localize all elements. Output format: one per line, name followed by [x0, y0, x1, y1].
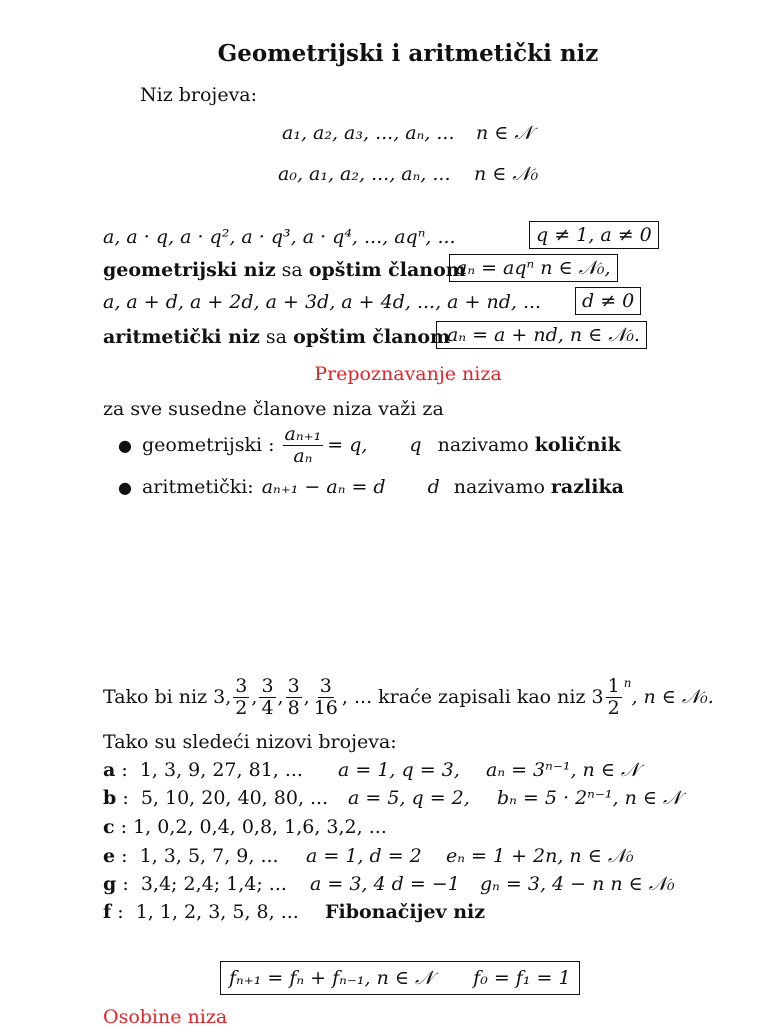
geometric-label [103, 259, 466, 281]
sequence-formula-e: eₙ = 1 + 2n, n ∈ 𝒩₀ [446, 845, 634, 867]
sequence-params-g: a = 3, 4 d = −1 [310, 873, 460, 895]
intro-label: Niz brojeva: [140, 84, 258, 106]
sequence-condition-2: n ∈ 𝒩₀ [474, 163, 539, 185]
fibonacci-initial: f₀ = f₁ = 1 [473, 967, 571, 989]
example-fraction: $\frac{3}{16}$ [313, 675, 338, 719]
arithmetic-condition-box: d ≠ 0 [575, 287, 641, 315]
example-line: Tako bi niz 3, $\frac{3}{2}$ , $\frac{3}{4}$ , $\frac{3}{8}$ , $\frac{3}{16}$ , ... kraće zapisali kao niz 3 $\frac{1}{2}$ $^n$ , n ∈ 𝒩₀. [103, 675, 714, 719]
ratio-numerator: aₙ₊₁ [284, 423, 322, 445]
page-title: Geometrijski i aritmetički niz [217, 40, 599, 67]
sequence-params-e: a = 1, d = 2 [306, 845, 422, 867]
sequence-formula-g: gₙ = 3, 4 − n n ∈ 𝒩₀ [480, 873, 675, 895]
arithmetic-label-bold: aritmetički niz [103, 326, 260, 348]
sequence-formula-b: bₙ = 5 · 2ⁿ⁻¹, n ∈ 𝒩 [497, 787, 682, 809]
ratio-fraction [283, 424, 324, 467]
sequence-formula-2: a₀, a₁, a₂, ..., aₙ, ... [278, 163, 451, 185]
geometric-general-term-box: aₙ = aqⁿ n ∈ 𝒩₀, [449, 254, 618, 282]
arithmetic-label [103, 326, 450, 348]
ratio-text: nazivamo [437, 434, 529, 457]
sequence-params-a: a = 1, q = 3, [338, 759, 460, 781]
arithmetic-label-bold2: opštim članom [293, 326, 451, 348]
arithmetic-label-mid: sa [259, 326, 294, 348]
bullet-arithmetic-label: aritmetički: [141, 476, 254, 498]
geometric-condition-box: q ≠ 1, a ≠ 0 [529, 221, 659, 249]
example-prefix: Tako bi niz 3, [103, 686, 232, 709]
sequence-row-f: f : 1, 1, 2, 3, 5, 8, ... [103, 901, 299, 923]
sequence-row-e: e : 1, 3, 5, 7, 9, ... [103, 845, 279, 867]
sequence-params-b: a = 5, q = 2, [348, 787, 470, 809]
geometric-label-bold2: opštim članom [308, 259, 466, 281]
bullet-arithmetic [118, 476, 624, 498]
ratio-denominator: aₙ [293, 444, 313, 467]
difference-variable: d [427, 476, 440, 498]
example-fraction: $\frac{3}{8}$ [287, 675, 300, 719]
ratio-equals: = q, [327, 434, 368, 457]
fibonacci-label: Fibonačijev niz [325, 901, 486, 923]
arithmetic-general-term-box: aₙ = a + nd, n ∈ 𝒩₀. [436, 321, 647, 349]
geometric-label-mid: sa [275, 259, 309, 281]
ratio-bold: količnik [534, 434, 621, 457]
recognize-intro: za sve susedne članove niza važi za [103, 398, 444, 420]
sequence-row-g: g : 3,4; 2,4; 1,4; ... [103, 873, 287, 895]
difference-formula: aₙ₊₁ − aₙ = d [261, 476, 386, 498]
example-mid: , ... kraće zapisali kao niz 3 [341, 686, 604, 709]
example-exponent: n [623, 676, 632, 690]
sequence-formula-a: aₙ = 3ⁿ⁻¹, n ∈ 𝒩 [486, 759, 640, 781]
bullet-geometric-label: geometrijski : [141, 434, 275, 457]
geometric-label-bold: geometrijski niz [103, 259, 276, 281]
recognize-heading: Prepoznavanje niza [314, 363, 502, 385]
example-fraction: $\frac{3}{4}$ [261, 675, 274, 719]
sequence-row-b: b : 5, 10, 20, 40, 80, ... [103, 787, 329, 809]
sequence-formula-1: a₁, a₂, a₃, ..., aₙ, ... [282, 122, 455, 144]
geometric-sequence: a, a · q, a · q², a · q³, a · q⁴, ..., aqⁿ, ... [103, 226, 456, 248]
bullet-icon: ● [118, 477, 132, 497]
bullet-geometric [118, 424, 621, 467]
fibonacci-formula-box [220, 961, 580, 995]
difference-bold: razlika [550, 476, 624, 498]
example-final-fraction: $\frac{1}{2}$ [607, 675, 620, 719]
arithmetic-sequence: a, a + d, a + 2d, a + 3d, a + 4d, ..., a + nd, ... [103, 291, 542, 313]
ratio-variable: q [409, 434, 422, 457]
sequence-condition-1: n ∈ 𝒩 [476, 122, 533, 144]
example-fraction: $\frac{3}{2}$ [235, 675, 248, 719]
bullet-icon: ● [118, 435, 132, 455]
difference-text: nazivamo [453, 476, 545, 498]
fibonacci-recurrence: fₙ₊₁ = fₙ + fₙ₋₁, n ∈ 𝒩 [229, 967, 434, 989]
list-intro: Tako su sledeći nizovi brojeva: [103, 731, 397, 753]
sequence-row-c: c : 1, 0,2, 0,4, 0,8, 1,6, 3,2, ... [103, 816, 387, 838]
sequence-row-a: a : 1, 3, 9, 27, 81, ... [103, 759, 303, 781]
properties-heading: Osobine niza [103, 1006, 228, 1028]
example-condition: , n ∈ 𝒩₀. [631, 686, 714, 709]
